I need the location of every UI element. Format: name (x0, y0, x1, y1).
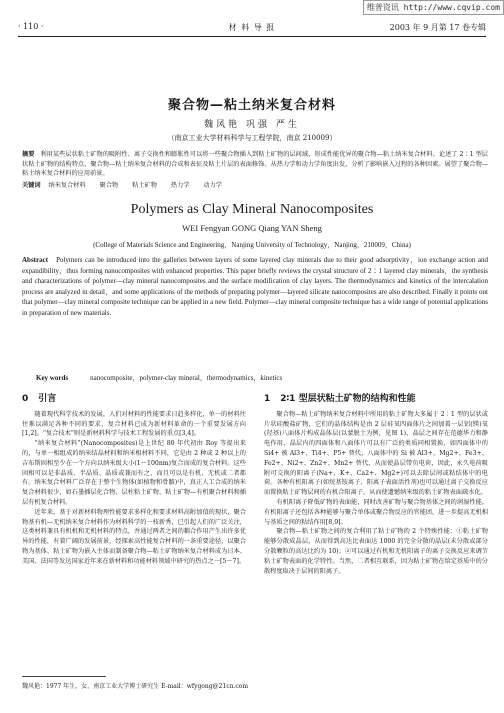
journal-name: 材 料 导 报 (228, 23, 276, 32)
english-keywords-text: nanocomposite，polymer-clay mineral，thermodynamics，kinetics (90, 374, 283, 382)
chinese-abstract-text: 利用某些层状粘土矿物的吸附性、离子交换性和膨胀性可以将一些聚合物插入到粘土矿物的层间域，形成性能优异的聚合物—粘土纳米复合材料。论述了 2∶1 型层状粘土矿物的结构特点，聚合物—粘土纳米复合材料的合成和表征及粘土片层的表面修饰。从热力学和动力学角度出发，分析了影响嵌入过程的各种因素。展望了聚合物—粘土纳米复合材料的应用前景。 (22, 151, 488, 178)
body-paragraph: 聚合物—粘土矿物之间的复合利用了粘土矿物的 2 个特殊性能：①粘土矿物能够分散成晶层，从而得到高达比表面达 1000 的完全分散的晶层(未分散或部分分散颗粒的高达比约为 10)；②可以通过有机和无机阳离子的离子交换反应来调节粘土矿物表面的化学特性。当然，二者相互联系，因为粘土矿物在给定基质中的分散程度取决于层间的阳离子。 (264, 528, 488, 575)
english-keywords (36, 373, 488, 383)
footnote-rule (22, 676, 106, 677)
section-title: 引言 (38, 394, 57, 404)
keyword-item: 热力学 (170, 182, 190, 189)
chinese-title: 聚合物—粘土纳米复合材料 (167, 98, 336, 113)
page-number: · 110 · (18, 22, 44, 31)
right-column (264, 395, 488, 576)
english-authors: WEI Fengyan GONG Qiang YAN Sheng (182, 223, 322, 233)
english-title: Polymers as Clay Mineral Nanocomposites (130, 202, 374, 217)
section-title: 2∶1 型层状粘土矿物的结构和性能 (280, 394, 416, 404)
body-paragraph: 近年来，基于对新材料物理性能要求多样化和要求材料高附加值的现状，聚合物基有机—无机纳米复合材料作为材料科学的一枝新秀，已引起人们的广泛关注，这类材料兼具有机机和无机材料的特点，并通过两者之间的耦合作用产生出许多优异的性能，有着广阔的发展前景，经探索高性能复合材料的一条重要途径，以聚合物为基体、粘土矿物为嵌入主体而制备聚合物—粘土矿物纳米复合材料成为日本、美国、法国等发达国家近年来在新材料和功能材料领域中研究的热点之一[5～7]。 (22, 508, 246, 565)
body-paragraph: 有机阳离子降低矿物的表面能，同时改善矿物与聚合物基体之间的润湿性能。有机阳离子还包括各种能够与聚合单体或聚合物反应的官能团，进一步提高无机相与基质之间的粘结作用[8,9]。 (264, 498, 488, 526)
section-heading-introduction (22, 395, 246, 405)
chinese-keywords (22, 181, 488, 191)
keyword-item: 动力学 (203, 182, 222, 189)
chinese-authors: 魏风艳 巩强 严生 (204, 120, 300, 130)
keyword-item: 聚合物 (99, 182, 119, 189)
english-abstract-text: Polymers can be introduced into the galleries between layers of some layered clay minerals due to their good adsorptivity，ion exchange action and expandibility，thus forming nanocomposites with enhanced properties. This paper briefly reviews the crystal structure of 2∶1 layered clay minerals，the synthesis and characterizations of polymer—clay mineral nanocomposites and the surface modification of clay layers. The thermodynamics and kinetics of the intercalation process are analyzed in detail，and some applications of the methods of preparing polymer—layered silicate nanocomposites are also described. Finally it points out that polymer—clay mineral composite technique can be applied in a new field. Polymer—clay mineral composite technique has a wide range of potential applications in preparation of new materials. (22, 256, 488, 317)
chinese-affiliation: （南京工业大学材料科学与工程学院，南京 210009） (167, 134, 337, 142)
section-number: 1 (264, 394, 271, 404)
keyword-item: 粘土矿物 (132, 182, 157, 189)
english-abstract (22, 255, 488, 319)
chinese-keywords-label: 关键词 (22, 182, 41, 189)
english-affiliation: (College of Materials Science and Engineering，Nanjing University of Technology，Nanjing，210009，China) (93, 241, 411, 249)
author-footnote: 魏风艳：1977 年生，女，南京工业大学博士研究生 E-mail：wfygong@21cn.com (22, 683, 249, 690)
watermark-stamp: 维普资讯 http://www.cqvip.com (363, 0, 504, 15)
header-rule (18, 36, 486, 37)
body-paragraph: 聚合物—粘土矿物纳米复合材料中所用的粘土矿物大多属于 2∶1 型的层状或片状硅酸盐矿物，它们的晶体结构是由 2 层硅氧四面体片之间加着一层铝(镁)氧(羟基)八面体片构成晶体层(以蒙脱土为例，见图 1)，晶层之间存在范德华力和静电作用，晶层内的四面体和八面体片可以有广泛的类质同相置换，如四面体中的 Si4+ 被 Al3+、Ti4+、P5+ 替代，八面体中的 Si 被 Al3+、Mg2+、Fe3+、Fe2+、Ni2+、Zn2+、Mn2+ 替代，从而使晶层带负电荷，因此，永久电荷吸附可交换的阳离子(Na+、K+、Ca2+、Mg2+)可以去除层间或粘结体中的电荷。各种有机阳离子(如烷基铵离子、阳离子表面活性剂)也可以通过离子交换反应而置换粘土矿物层间的有机合阳离子，从而使遗憾纳米级的粘土矿物表面疏水化。 (264, 410, 488, 497)
section-heading-structure (264, 395, 488, 405)
keyword-item: 纳米复合材料 (48, 182, 86, 189)
chinese-abstract (22, 150, 488, 179)
left-column (22, 395, 246, 567)
body-paragraph: “纳米复合材料”(Nanocomposites)是上世纪 80 年代初由 Roy 等提出来的，与单一相组成的纳米结晶材料和纳米相材料不同，它是由 2 种或 2 种以上的吉布斯固相至少在一个方向以纳米级大小(1～100nm)复合而成的复合材料。这些固相可以是非晶质、半晶质、晶质或兼而有之，而且可以是有机、无机或二者都有。纳米复合材料广泛存在于整个生物体(如植物和骨骼)中，真正人工合成的纳米复合材料很少，如石墨插层化合物、层柱粘土矿物、粘土矿物—有机聚合材料和插层有机复合材料。 (22, 440, 246, 506)
chinese-abstract-label: 摘要 (22, 151, 35, 158)
body-paragraph: 随着现代科学技术的发展，人们对材料的性能要求日趋多样化，单一的材料往往难以满足各种不同的要求，复合材料已成为新材料革命的一个重要发展方向[1,2]。“复合技术”则是新材料科学与技术工程发展的重点[3,4]。 (22, 410, 246, 438)
issue-info: 2003 年 9 月第 17 卷专辑 (389, 23, 486, 32)
english-keywords-label: Key words (36, 374, 69, 382)
running-head (18, 22, 486, 36)
section-number: 0 (22, 394, 29, 404)
english-abstract-label: Abstract (22, 256, 49, 264)
